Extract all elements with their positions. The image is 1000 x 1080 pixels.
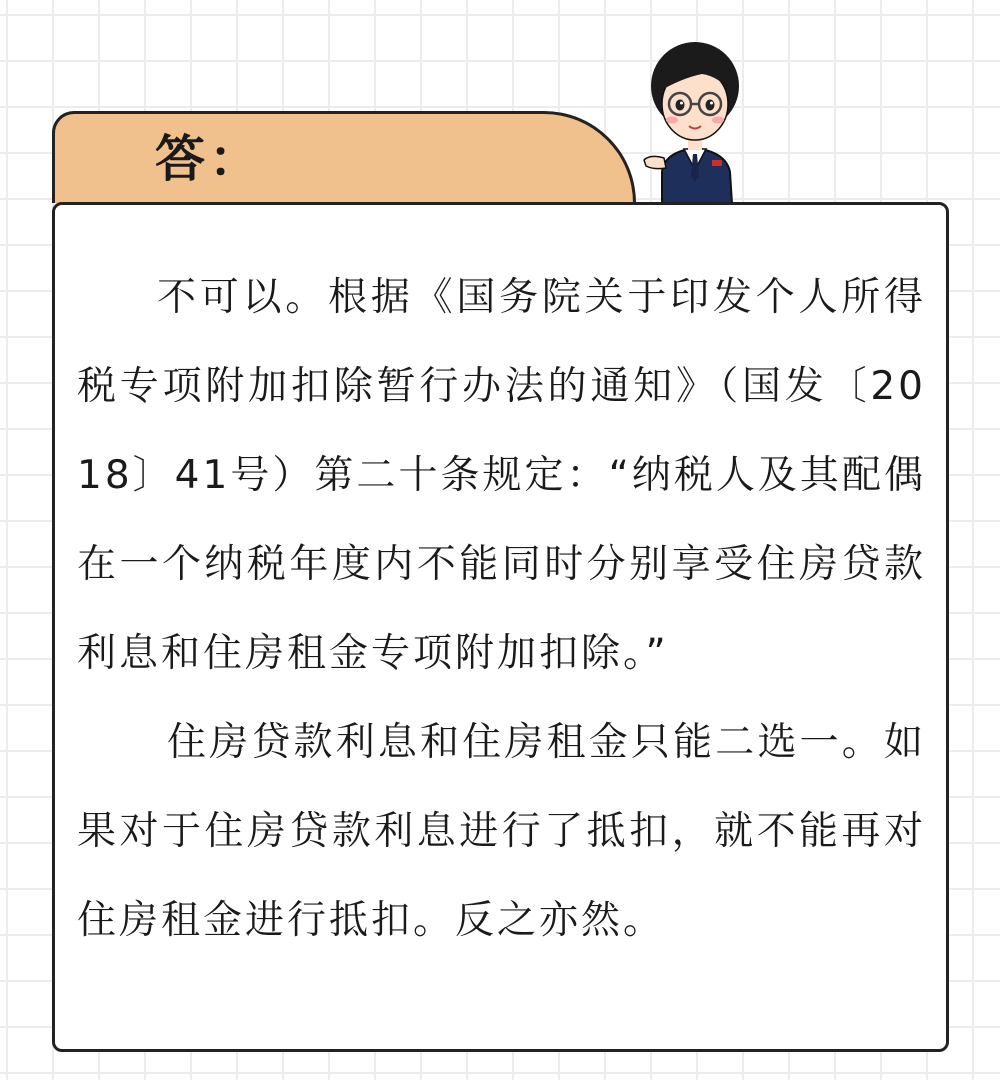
answer-paragraph-2: 住房贷款利息和住房租金只能二选一。如果对于住房贷款利息进行了抵扣，就不能再对住房租金进行抵扣。反之亦然。 [77, 720, 926, 943]
answer-label: 答： [155, 130, 263, 188]
answer-card [52, 202, 949, 1052]
answer-paragraph-1: 不可以。根据《国务院关于印发个人所得税专项附加扣除暂行办法的通知》（国发〔2018〕41号）第二十条规定：“纳税人及其配偶在一个纳税年度内不能同时分别享受住房贷款利息和住房租金专项附加扣除。” [77, 275, 926, 676]
cartoon-tax-officer-icon [640, 36, 750, 204]
answer-header-tab [52, 111, 636, 203]
